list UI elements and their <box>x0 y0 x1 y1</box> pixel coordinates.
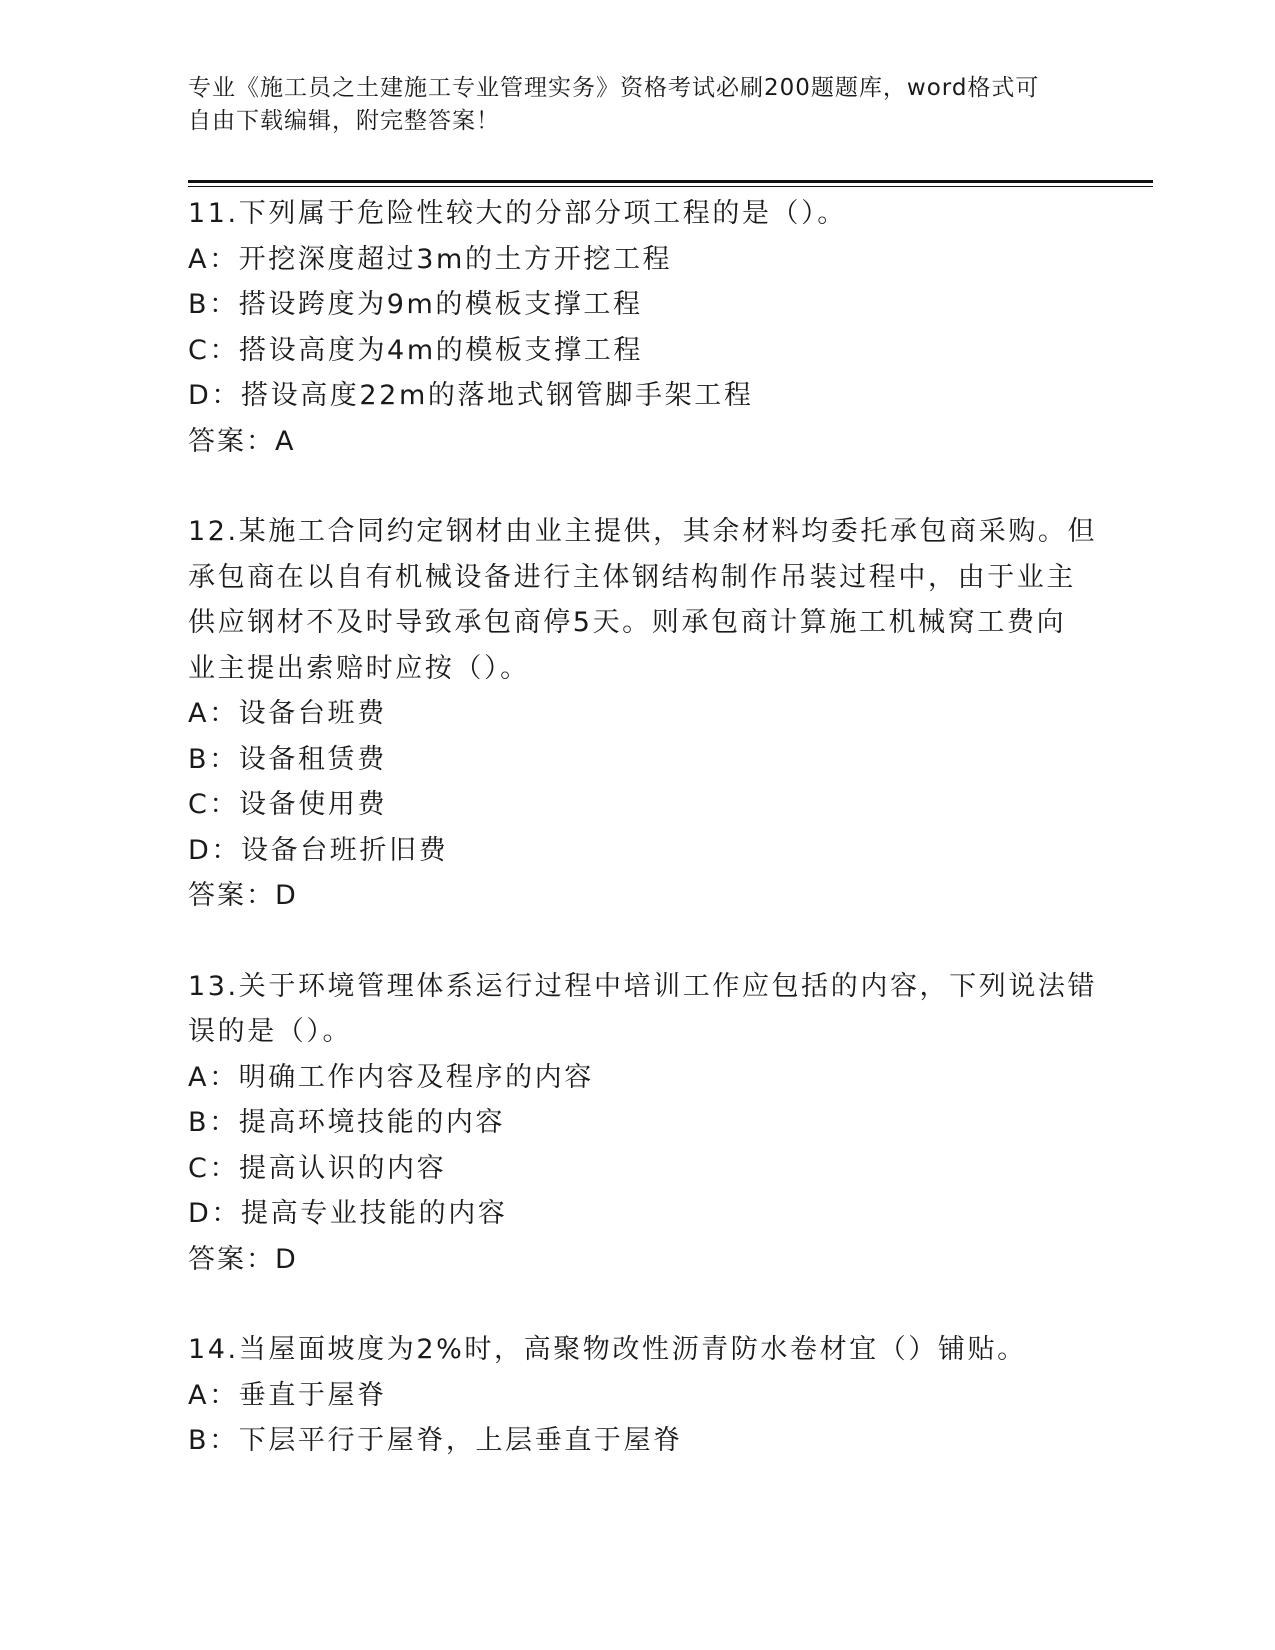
question-14 <box>188 1327 1088 1464</box>
question-stem-continued: 业主提出索赔时应按（）。 <box>188 652 530 684</box>
header-divider-thin <box>188 186 1153 187</box>
header-divider-thick <box>188 180 1153 183</box>
option-c: C：搭设高度为4m的模板支撑工程 <box>188 334 643 366</box>
option-d: D：提高专业技能的内容 <box>188 1198 508 1229</box>
option-b: B：提高环境技能的内容 <box>188 1107 506 1138</box>
header-title-line-2: 自由下载编辑，附完整答案！ <box>188 108 500 134</box>
answer: 答案：D <box>188 1243 298 1275</box>
answer: 答案：A <box>188 425 296 457</box>
option-a: A：开挖深度超过3m的土方开挖工程 <box>188 243 673 275</box>
document-header <box>188 72 1068 138</box>
question-stem: 12.某施工合同约定钢材由业主提供，其余材料均委托承包商采购。但 <box>188 516 1098 547</box>
question-12 <box>188 509 1098 919</box>
question-stem: 13.关于环境管理体系运行过程中培训工作应包括的内容，下列说法错 <box>188 970 1098 1002</box>
question-11 <box>188 191 1088 464</box>
question-stem: 14.当屋面坡度为2%时，高聚物改性沥青防水卷材宜（）铺贴。 <box>188 1334 1027 1365</box>
option-a: A：设备台班费 <box>188 698 387 729</box>
question-stem: 11.下列属于危险性较大的分部分项工程的是（）。 <box>188 198 847 229</box>
option-b: B：搭设跨度为9m的模板支撑工程 <box>188 289 643 320</box>
answer: 答案：D <box>188 880 298 911</box>
option-c: C：提高认识的内容 <box>188 1152 447 1184</box>
option-d: D：搭设高度22m的落地式钢管脚手架工程 <box>188 380 754 411</box>
question-13 <box>188 964 1098 1283</box>
question-stem-continued: 误的是（）。 <box>188 1016 353 1047</box>
option-a: A：垂直于屋脊 <box>188 1379 387 1411</box>
option-c: C：设备使用费 <box>188 789 388 820</box>
option-b: B：下层平行于屋脊，上层垂直于屋脊 <box>188 1425 683 1456</box>
question-list <box>188 191 1098 1509</box>
header-title-line-1: 专业《施工员之土建施工专业管理实务》资格考试必刷200题题库，word格式可 <box>188 75 1040 101</box>
option-d: D：设备台班折旧费 <box>188 834 449 866</box>
question-stem-continued: 承包商在以自有机械设备进行主体钢结构制作吊装过程中，由于业主 <box>188 561 1076 593</box>
question-stem-continued: 供应钢材不及时导致承包商停5天。则承包商计算施工机械窝工费向 <box>188 607 1067 638</box>
option-a: A：明确工作内容及程序的内容 <box>188 1061 594 1093</box>
option-b: B：设备租赁费 <box>188 743 387 775</box>
